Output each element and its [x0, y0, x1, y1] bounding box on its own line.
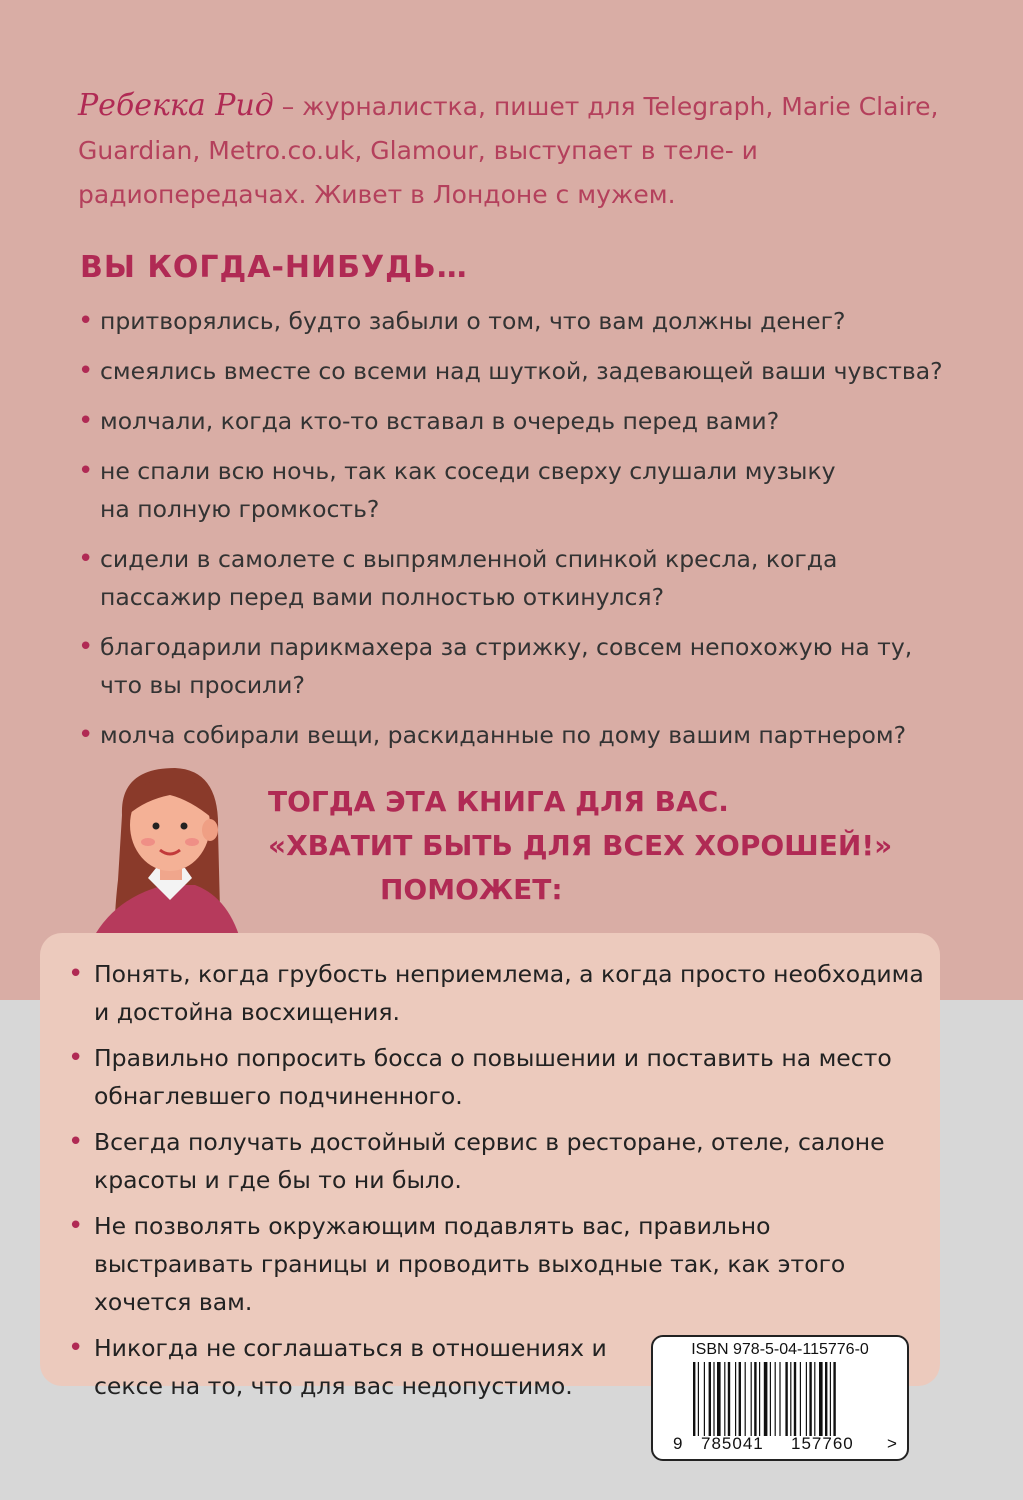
- author-bio-text: – журналистка, пишет для Telegraph, Marie Claire, Guardian, Metro.co.uk, Glamour, выступает в теле- и радиопередачах. Живет в Лондоне с мужем.: [78, 92, 939, 209]
- barcode-bar: [735, 1362, 736, 1436]
- barcode-bar: [698, 1362, 699, 1436]
- isbn-label: ISBN 978-5-04-115776-0: [691, 1341, 869, 1358]
- barcode-bar: [790, 1362, 791, 1436]
- cheek-left: [141, 838, 155, 846]
- eye-left: [153, 823, 160, 830]
- barcode-bar: [754, 1362, 756, 1436]
- eye-right: [181, 823, 188, 830]
- question-item: • смеялись вместе со всеми над шуткой, задевающей ваши чувства?: [78, 352, 978, 390]
- question-item: • не спали всю ночь, так как соседи сверху слушали музыку на полную громкость?: [78, 452, 860, 528]
- cta-line-2: «ХВАТИТ БЫТЬ ДЛЯ ВСЕХ ХОРОШЕЙ!»: [268, 829, 893, 862]
- isbn-barcode-box: [651, 1335, 909, 1461]
- question-item: • молчали, когда кто-то вставал в очередь перед вами?: [78, 402, 978, 440]
- benefit-item: • Не позволять окружающим подавлять вас, правильно выстраивать границы и проводить выходные так, как этого хочется вам.: [60, 1207, 934, 1321]
- barcode-bar: [775, 1362, 776, 1436]
- barcode-bar: [814, 1362, 815, 1436]
- benefit-item: • Всегда получать достойный сервис в ресторане, отеле, салоне красоты и где бы то ни было.: [60, 1123, 894, 1199]
- barcode-bar: [809, 1362, 811, 1436]
- barcode-bar: [785, 1362, 787, 1436]
- barcode-bar: [709, 1362, 711, 1436]
- barcode-bar: [830, 1362, 831, 1436]
- benefit-item: • Никогда не соглашаться в отношениях и сексе на то, что для вас недопустимо.: [60, 1329, 654, 1405]
- barcode-bar: [739, 1362, 741, 1436]
- barcode-bar: [693, 1362, 695, 1436]
- cta-line-3: ПОМОЖЕТ:: [380, 873, 563, 906]
- cta-block: [268, 780, 988, 912]
- cta-line-1: ТОГДА ЭТА КНИГА ДЛЯ ВАС.: [268, 785, 729, 818]
- barcode-bar: [728, 1362, 730, 1436]
- isbn-arrow: >: [887, 1434, 897, 1453]
- barcode-bar: [745, 1362, 746, 1436]
- barcode-bar: [794, 1362, 796, 1436]
- barcode-bar: [713, 1362, 714, 1436]
- author-bio: [78, 84, 978, 217]
- benefit-item: • Понять, когда грубость неприемлема, а когда просто необходима и достойна восхищения.: [60, 955, 924, 1031]
- cheek-right: [185, 838, 199, 846]
- barcode-bar: [833, 1362, 835, 1436]
- question-item: • притворялись, будто забыли о том, что вам должны денег?: [78, 302, 978, 340]
- isbn-digits-left: 785041: [701, 1434, 764, 1453]
- barcode-bar: [764, 1362, 768, 1436]
- barcode-bar: [759, 1362, 760, 1436]
- isbn-digits-right: 157760: [791, 1434, 854, 1453]
- barcode-bar: [779, 1362, 780, 1436]
- barcode-bar: [704, 1362, 705, 1436]
- questions-heading: ВЫ КОГДА-НИБУДЬ…: [80, 250, 468, 285]
- barcode-bar: [751, 1362, 752, 1436]
- barcode-bar: [717, 1362, 721, 1436]
- question-item: • молча собирали вещи, раскиданные по дому вашим партнером?: [78, 716, 978, 754]
- barcode-bar: [770, 1362, 771, 1436]
- questions-list: [78, 302, 978, 766]
- barcode-bar: [825, 1362, 827, 1436]
- barcode-bar: [800, 1362, 801, 1436]
- ear: [202, 819, 218, 841]
- isbn-digit-first: 9: [673, 1434, 683, 1453]
- barcode-bar: [819, 1362, 823, 1436]
- question-item: • сидели в самолете с выпрямленной спинкой кресла, когда пассажир перед вами полностью откинулся?: [78, 540, 890, 616]
- barcode: [693, 1362, 883, 1436]
- barcode-bar: [806, 1362, 807, 1436]
- question-item: • благодарили парикмахера за стрижку, совсем непохожую на ту, что вы просили?: [78, 628, 930, 704]
- barcode-bar: [724, 1362, 725, 1436]
- benefit-item: • Правильно попросить босса о повышении и поставить на место обнаглевшего подчиненного.: [60, 1039, 914, 1115]
- author-signature: Ребекка Рид: [78, 88, 274, 123]
